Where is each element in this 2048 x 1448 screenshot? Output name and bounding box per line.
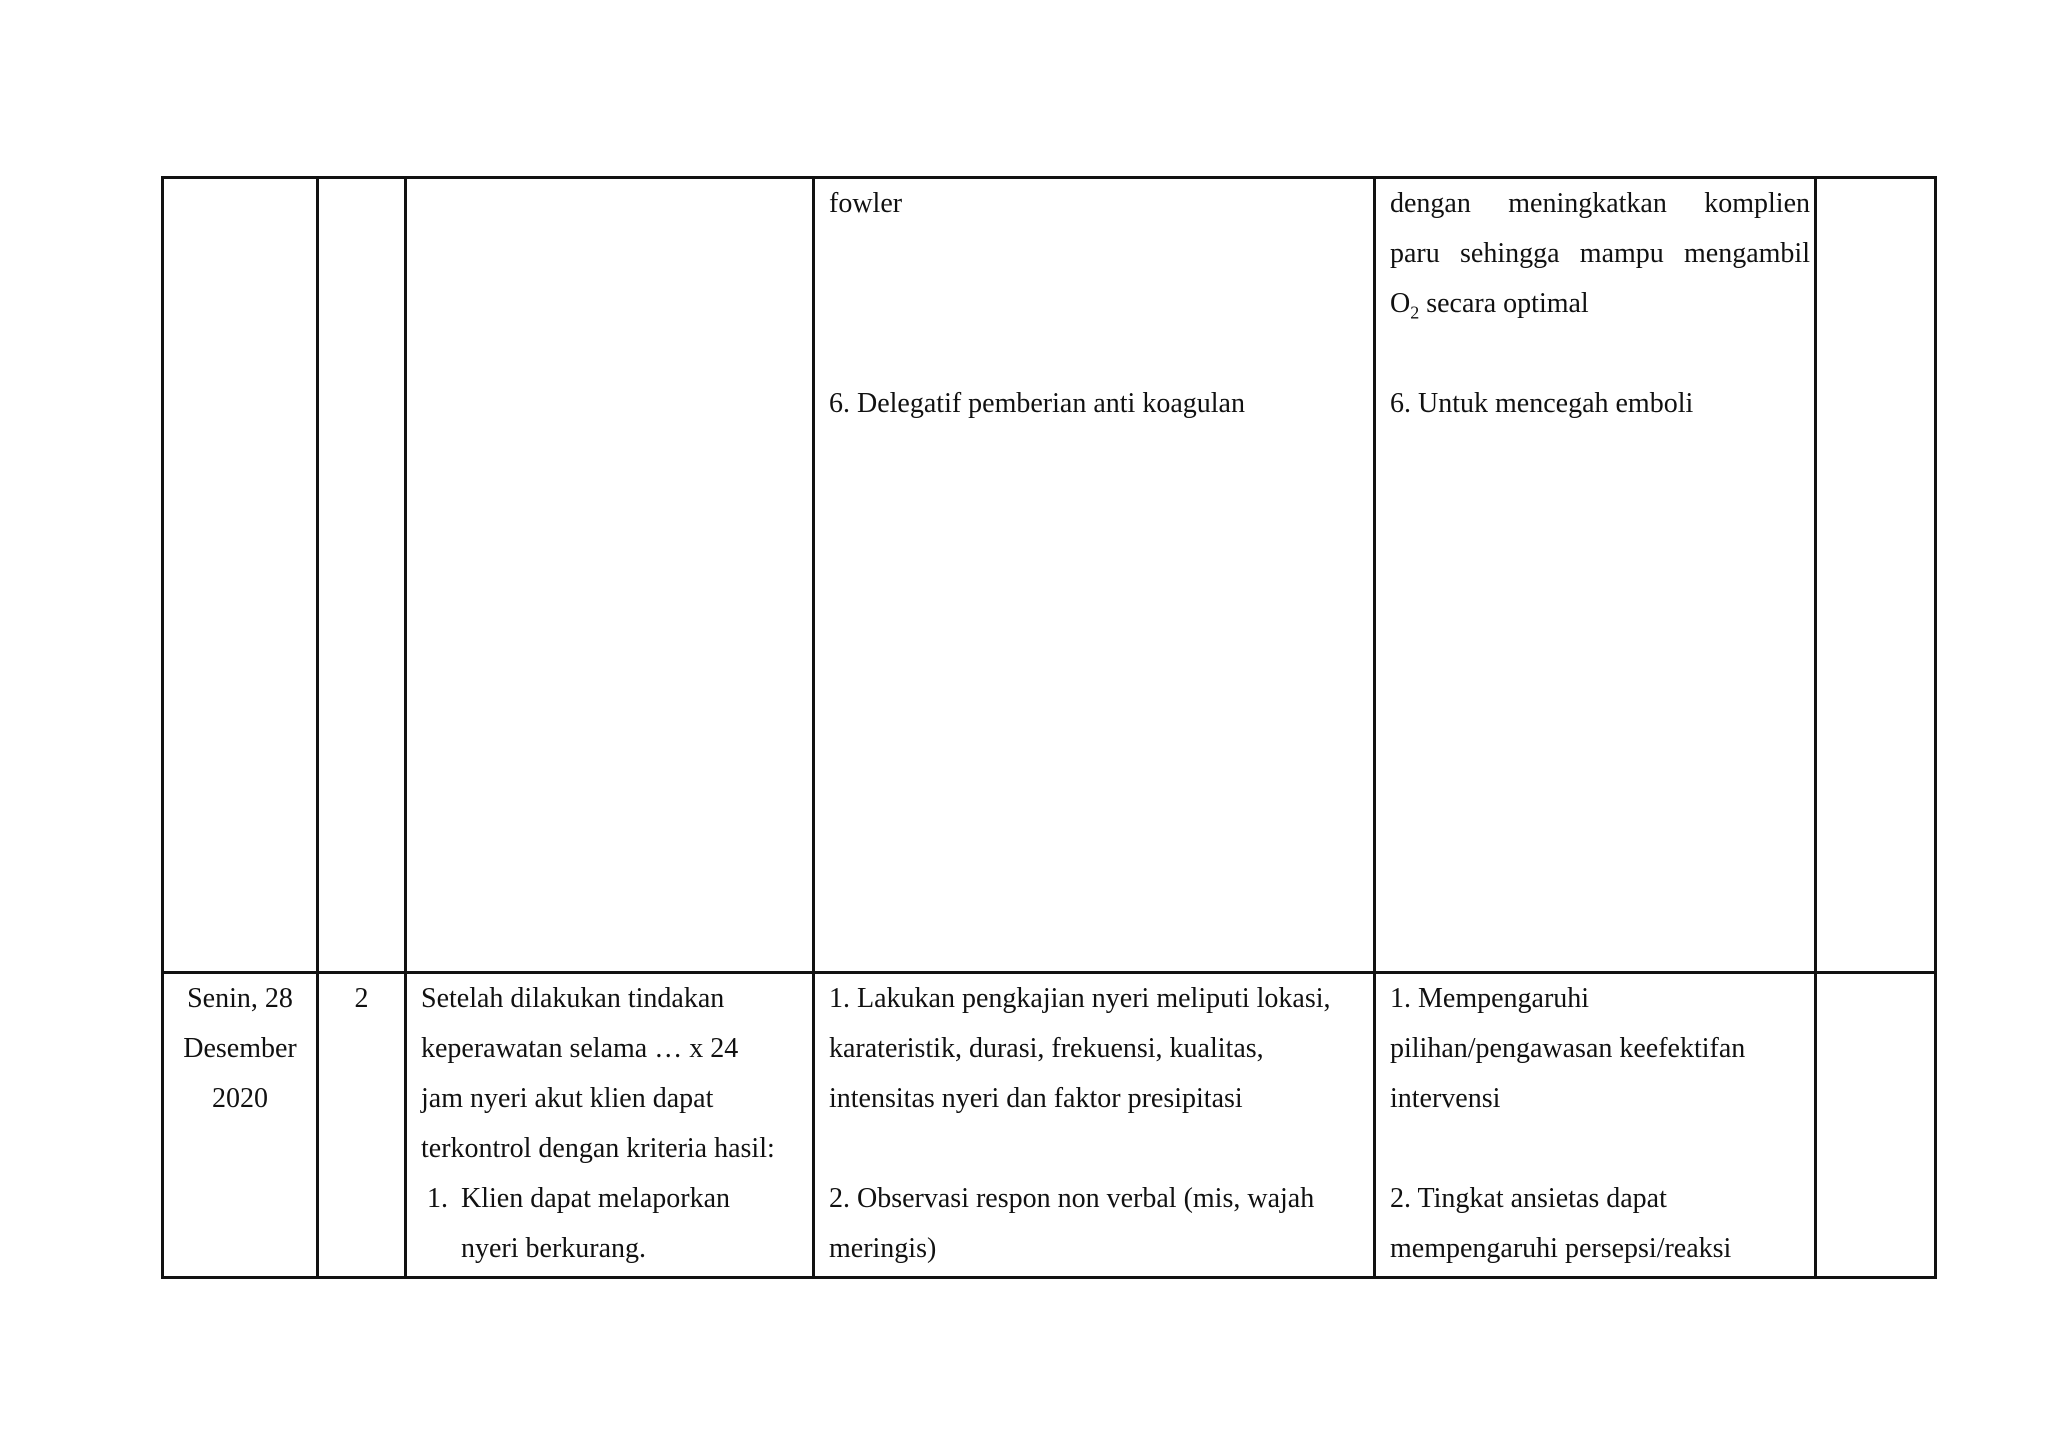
goal-line: keperawatan selama … x 24: [421, 1033, 739, 1064]
rationale-line: paru sehingga mampu mengambil: [1390, 238, 1810, 269]
intervention-item-6: 6. Delegatif pemberian anti koagulan: [829, 388, 1245, 419]
diagnosis-number: 2: [354, 983, 369, 1014]
goal-line: Setelah dilakukan tindakan: [421, 983, 725, 1014]
diagnosis-number-cell: [318, 178, 406, 973]
intervention-line: meringis): [829, 1233, 937, 1264]
date-cell: [163, 178, 318, 973]
intervention-line: 2. Observasi respon non verbal (mis, wajah: [829, 1183, 1315, 1214]
intervention-cell: [814, 178, 1375, 973]
rationale-line: pilihan/pengawasan keefektifan: [1390, 1033, 1746, 1064]
criteria-text-cont: nyeri berkurang.: [461, 1233, 647, 1264]
date-line: 2020: [212, 1083, 268, 1114]
table-row: [163, 973, 1936, 1278]
criteria-text: Klien dapat melaporkan: [461, 1183, 731, 1214]
criteria-number: 1.: [427, 1183, 448, 1214]
diagnosis-number-cell: [318, 973, 406, 1278]
rationale-line: mempengaruhi persepsi/reaksi: [1390, 1233, 1732, 1264]
rationale-item-6: 6. Untuk mencegah emboli: [1390, 388, 1694, 419]
nursing-care-plan-table: [161, 176, 1937, 1279]
rationale-line: $O_2$ secara optimal: [1390, 288, 1589, 323]
intervention-line: karateristik, durasi, frekuensi, kualitas,: [829, 1033, 1264, 1064]
goal-cell: [406, 973, 814, 1278]
intervention-line: 1. Lakukan pengkajian nyeri meliputi lokasi,: [829, 983, 1331, 1014]
signature-cell: [1816, 178, 1936, 973]
rationale-line: dengan meningkatkan komplien: [1390, 188, 1810, 219]
intervention-cell: [814, 973, 1375, 1278]
rationale-line: 2. Tingkat ansietas dapat: [1390, 1183, 1667, 1214]
rationale-line: intervensi: [1390, 1083, 1501, 1114]
rationale-cell: [1375, 973, 1816, 1278]
table-row: [163, 178, 1936, 973]
date-line: Desember: [183, 1033, 297, 1064]
signature-cell: [1816, 973, 1936, 1278]
rationale-line: 1. Mempengaruhi: [1390, 983, 1590, 1014]
goal-line: terkontrol dengan kriteria hasil:: [421, 1133, 775, 1164]
date-cell: [163, 973, 318, 1278]
intervention-text: fowler: [829, 188, 903, 219]
criteria-item: [421, 1174, 802, 1224]
goal-line: jam nyeri akut klien dapat: [421, 1083, 714, 1114]
rationale-cell: [1375, 178, 1816, 973]
intervention-line: intensitas nyeri dan faktor presipitasi: [829, 1083, 1243, 1114]
date-line: Senin, 28: [187, 983, 293, 1014]
goal-cell: [406, 178, 814, 973]
